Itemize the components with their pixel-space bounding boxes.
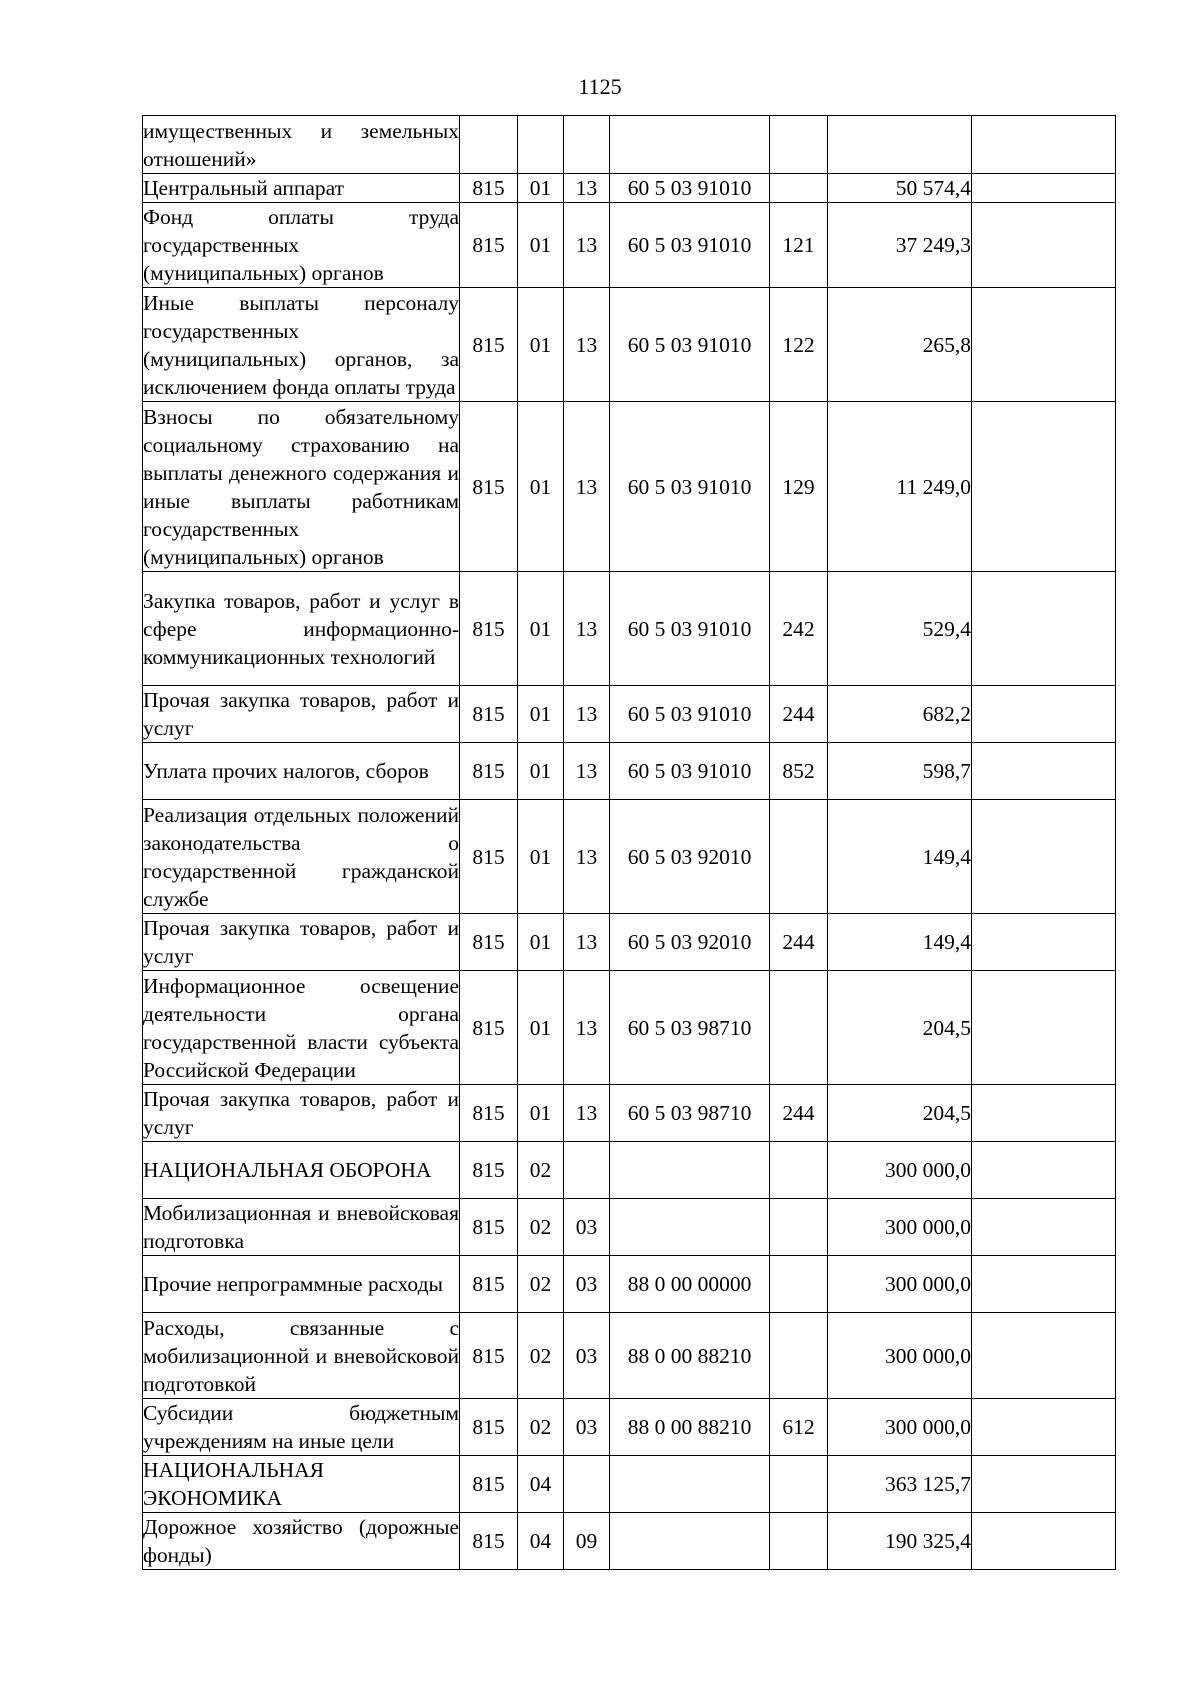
cell-section: 02 (518, 1313, 564, 1399)
cell-expense-type (770, 1199, 828, 1256)
cell-expense-type (770, 1142, 828, 1199)
cell-admin-code: 815 (460, 914, 518, 971)
cell-subsection (564, 1456, 610, 1513)
cell-section (518, 116, 564, 174)
cell-expense-type (770, 971, 828, 1085)
cell-target-article: 88 0 00 00000 (610, 1256, 770, 1313)
cell-extra (972, 914, 1116, 971)
cell-name: Прочая закупка товаров, работ и услуг (143, 686, 460, 743)
table-row (143, 1085, 1116, 1142)
cell-expense-type: 244 (770, 1085, 828, 1142)
cell-expense-type (770, 1313, 828, 1399)
cell-sum: 204,5 (828, 971, 972, 1085)
cell-name: Прочая закупка товаров, работ и услуг (143, 914, 460, 971)
cell-expense-type: 244 (770, 914, 828, 971)
cell-section: 02 (518, 1256, 564, 1313)
cell-target-article (610, 1456, 770, 1513)
cell-expense-type: 121 (770, 203, 828, 288)
table-row (143, 203, 1116, 288)
cell-expense-type: 122 (770, 288, 828, 402)
cell-expense-type: 612 (770, 1399, 828, 1456)
cell-admin-code: 815 (460, 800, 518, 914)
cell-expense-type (770, 800, 828, 914)
cell-name: Субсидии бюджетным учреждениям на иные цели (143, 1399, 460, 1456)
cell-target-article: 60 5 03 92010 (610, 914, 770, 971)
table-row (143, 914, 1116, 971)
cell-admin-code (460, 116, 518, 174)
cell-expense-type (770, 1456, 828, 1513)
cell-sum (828, 116, 972, 174)
cell-name: НАЦИОНАЛЬНАЯ ЭКОНОМИКА (143, 1456, 460, 1513)
cell-section: 01 (518, 572, 564, 686)
cell-admin-code: 815 (460, 743, 518, 800)
cell-sum: 363 125,7 (828, 1456, 972, 1513)
cell-target-article: 60 5 03 91010 (610, 572, 770, 686)
cell-extra (972, 1085, 1116, 1142)
cell-subsection: 13 (564, 800, 610, 914)
cell-subsection: 13 (564, 914, 610, 971)
cell-admin-code: 815 (460, 1199, 518, 1256)
cell-section: 01 (518, 686, 564, 743)
cell-name: Взносы по обязательному социальному страхованию на выплаты денежного содержания и иные выплаты работникам государственных (муниципальных) органов (143, 402, 460, 572)
cell-section: 02 (518, 1142, 564, 1199)
cell-sum: 190 325,4 (828, 1513, 972, 1570)
cell-name: Информационное освещение деятельности органа государственной власти субъекта Российской Федерации (143, 971, 460, 1085)
cell-subsection: 13 (564, 402, 610, 572)
cell-name: НАЦИОНАЛЬНАЯ ОБОРОНА (143, 1142, 460, 1199)
cell-extra (972, 1456, 1116, 1513)
cell-target-article: 88 0 00 88210 (610, 1313, 770, 1399)
cell-admin-code: 815 (460, 1513, 518, 1570)
cell-target-article: 60 5 03 91010 (610, 686, 770, 743)
cell-admin-code: 815 (460, 572, 518, 686)
cell-expense-type (770, 1256, 828, 1313)
cell-sum: 682,2 (828, 686, 972, 743)
cell-section: 01 (518, 288, 564, 402)
table-row (143, 686, 1116, 743)
cell-name: Центральный аппарат (143, 174, 460, 203)
cell-admin-code: 815 (460, 1456, 518, 1513)
cell-section: 01 (518, 971, 564, 1085)
cell-admin-code: 815 (460, 1142, 518, 1199)
cell-name: Дорожное хозяйство (дорожные фонды) (143, 1513, 460, 1570)
cell-extra (972, 1142, 1116, 1199)
cell-extra (972, 1513, 1116, 1570)
cell-expense-type (770, 174, 828, 203)
cell-subsection (564, 1142, 610, 1199)
cell-extra (972, 971, 1116, 1085)
cell-section: 01 (518, 743, 564, 800)
cell-name: Закупка товаров, работ и услуг в сфере информационно-коммуникационных технологий (143, 572, 460, 686)
cell-name: Реализация отдельных положений законодательства о государственной гражданской службе (143, 800, 460, 914)
cell-extra (972, 686, 1116, 743)
cell-name: Фонд оплаты труда государственных (муниципальных) органов (143, 203, 460, 288)
cell-sum: 50 574,4 (828, 174, 972, 203)
cell-section: 01 (518, 800, 564, 914)
cell-target-article: 60 5 03 91010 (610, 402, 770, 572)
cell-expense-type (770, 116, 828, 174)
cell-admin-code: 815 (460, 288, 518, 402)
cell-subsection (564, 116, 610, 174)
cell-admin-code: 815 (460, 686, 518, 743)
budget-table (142, 115, 1116, 1570)
table-row (143, 572, 1116, 686)
cell-extra (972, 1313, 1116, 1399)
cell-subsection: 03 (564, 1313, 610, 1399)
cell-subsection: 13 (564, 572, 610, 686)
cell-section: 01 (518, 203, 564, 288)
cell-sum: 300 000,0 (828, 1256, 972, 1313)
cell-section: 02 (518, 1199, 564, 1256)
cell-section: 04 (518, 1513, 564, 1570)
cell-admin-code: 815 (460, 203, 518, 288)
cell-name: Расходы, связанные с мобилизационной и вневойсковой подготовкой (143, 1313, 460, 1399)
cell-sum: 265,8 (828, 288, 972, 402)
table-row (143, 971, 1116, 1085)
cell-sum: 149,4 (828, 800, 972, 914)
cell-expense-type: 852 (770, 743, 828, 800)
cell-expense-type: 242 (770, 572, 828, 686)
cell-target-article: 60 5 03 91010 (610, 174, 770, 203)
cell-subsection: 13 (564, 288, 610, 402)
cell-name: Иные выплаты персоналу государственных (муниципальных) органов, за исключением фонда оплаты труда (143, 288, 460, 402)
cell-target-article: 60 5 03 91010 (610, 203, 770, 288)
cell-sum: 598,7 (828, 743, 972, 800)
cell-extra (972, 1256, 1116, 1313)
table-body (143, 116, 1116, 1570)
cell-extra (972, 743, 1116, 800)
cell-sum: 11 249,0 (828, 402, 972, 572)
table-row (143, 116, 1116, 174)
cell-target-article: 88 0 00 88210 (610, 1399, 770, 1456)
table-row (143, 1199, 1116, 1256)
cell-subsection: 13 (564, 174, 610, 203)
cell-extra (972, 1399, 1116, 1456)
table-row (143, 743, 1116, 800)
cell-target-article: 60 5 03 98710 (610, 1085, 770, 1142)
cell-subsection: 13 (564, 1085, 610, 1142)
cell-subsection: 03 (564, 1399, 610, 1456)
table-row (143, 1456, 1116, 1513)
cell-section: 01 (518, 1085, 564, 1142)
cell-extra (972, 288, 1116, 402)
cell-subsection: 13 (564, 686, 610, 743)
cell-sum: 300 000,0 (828, 1142, 972, 1199)
cell-admin-code: 815 (460, 174, 518, 203)
cell-section: 01 (518, 402, 564, 572)
cell-admin-code: 815 (460, 402, 518, 572)
cell-subsection: 13 (564, 203, 610, 288)
cell-section: 04 (518, 1456, 564, 1513)
cell-admin-code: 815 (460, 971, 518, 1085)
table-row (143, 288, 1116, 402)
cell-target-article: 60 5 03 98710 (610, 971, 770, 1085)
cell-section: 01 (518, 174, 564, 203)
table-row (143, 1142, 1116, 1199)
cell-sum: 300 000,0 (828, 1199, 972, 1256)
table-row (143, 174, 1116, 203)
cell-expense-type (770, 1513, 828, 1570)
cell-target-article: 60 5 03 91010 (610, 288, 770, 402)
table-row (143, 1256, 1116, 1313)
cell-target-article: 60 5 03 92010 (610, 800, 770, 914)
cell-subsection: 13 (564, 971, 610, 1085)
cell-name: Прочая закупка товаров, работ и услуг (143, 1085, 460, 1142)
cell-extra (972, 1199, 1116, 1256)
cell-section: 01 (518, 914, 564, 971)
cell-section: 02 (518, 1399, 564, 1456)
cell-extra (972, 572, 1116, 686)
cell-target-article: 60 5 03 91010 (610, 743, 770, 800)
cell-name: Уплата прочих налогов, сборов (143, 743, 460, 800)
cell-extra (972, 203, 1116, 288)
cell-extra (972, 116, 1116, 174)
cell-admin-code: 815 (460, 1256, 518, 1313)
table-row (143, 1399, 1116, 1456)
page-number: 1125 (578, 74, 622, 99)
cell-extra (972, 402, 1116, 572)
cell-expense-type: 244 (770, 686, 828, 743)
cell-subsection: 09 (564, 1513, 610, 1570)
table-row (143, 1513, 1116, 1570)
cell-target-article (610, 1199, 770, 1256)
cell-sum: 300 000,0 (828, 1399, 972, 1456)
cell-sum: 204,5 (828, 1085, 972, 1142)
table-row (143, 800, 1116, 914)
table-row (143, 1313, 1116, 1399)
cell-extra (972, 800, 1116, 914)
cell-subsection: 03 (564, 1256, 610, 1313)
cell-admin-code: 815 (460, 1399, 518, 1456)
cell-sum: 300 000,0 (828, 1313, 972, 1399)
cell-subsection: 13 (564, 743, 610, 800)
cell-sum: 529,4 (828, 572, 972, 686)
cell-target-article (610, 1513, 770, 1570)
cell-extra (972, 174, 1116, 203)
cell-admin-code: 815 (460, 1085, 518, 1142)
cell-admin-code: 815 (460, 1313, 518, 1399)
cell-name: имущественных и земельных отношений» (143, 116, 460, 174)
cell-name: Прочие непрограммные расходы (143, 1256, 460, 1313)
cell-subsection: 03 (564, 1199, 610, 1256)
cell-target-article (610, 1142, 770, 1199)
cell-target-article (610, 116, 770, 174)
cell-name: Мобилизационная и вневойсковая подготовка (143, 1199, 460, 1256)
cell-sum: 149,4 (828, 914, 972, 971)
cell-sum: 37 249,3 (828, 203, 972, 288)
table-row (143, 402, 1116, 572)
cell-expense-type: 129 (770, 402, 828, 572)
